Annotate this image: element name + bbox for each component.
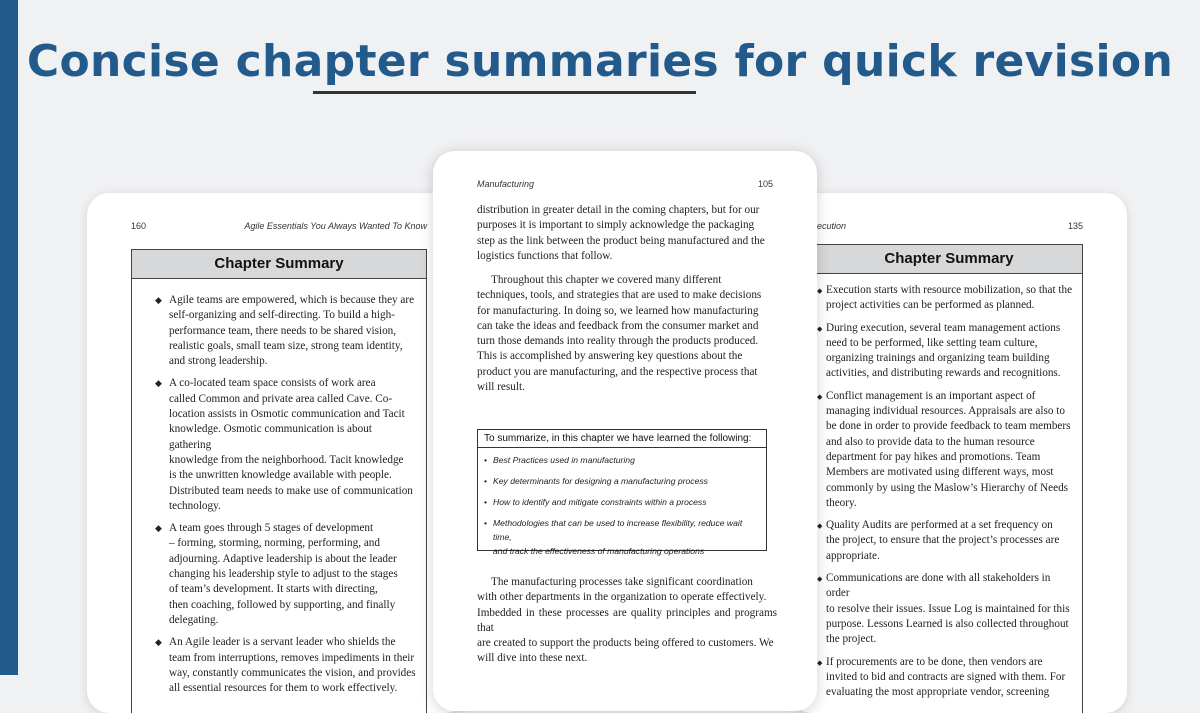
learning-summary-box <box>477 429 767 556</box>
diamond-bullet-icon: ◆ <box>817 575 823 584</box>
diamond-bullet-icon: ◆ <box>817 522 823 531</box>
summary-bullet-list <box>132 279 426 696</box>
summary-bullet: ◆ An Agile leader is a servant leader who shields the team from interruptions, removes impediments in their way, constantly communicates the vision, and provides all essential resources for them to work effectively. <box>155 636 416 695</box>
dot-bullet-icon: • <box>484 497 488 507</box>
chapter-summary-box <box>131 249 427 713</box>
chapter-summary-title: Chapter Summary <box>132 250 426 279</box>
summary-bullet: ◆ A co-located team space consists of work area called Common and private area called Cave. Co- location assists in Osmotic communication and Tacit knowledge. Osmotic communication is about gathering knowledge from the neighborhood. Tacit knowledge is the unwritten knowledge available with people. Distributed team needs to make use of communication technology. <box>155 377 413 512</box>
page-number: 135 <box>1067 221 1083 231</box>
summary-bullet: ◆ A team goes through 5 stages of development – forming, storming, norming, performing, and adjourning. Adaptive leadership is about the leader changing his leadership style to adjust to the stages of team’s development. It starts with directing, then coaching, followed by supporting, and finally delegating. <box>155 522 398 626</box>
learning-item: • Methodologies that can be used to increase flexibility, reduce wait time, and track the effectiveness of manufacturing operations <box>484 518 743 556</box>
learning-summary-heading: To summarize, in this chapter we have learned the following: <box>478 430 766 448</box>
page-number: 105 <box>757 179 773 189</box>
summary-bullet: ◆ Agile teams are empowered, which is because they are self-organizing and self-directing. To build a high- performance team, there needs to be shared vision, realistic goals, small team size, strong team identity, and strong leadership. <box>155 294 415 368</box>
summary-bullet: ◆ If procurements are to be done, then vendors are invited to bid and contracts are signed with them. For evaluating the most appropriate vendor, screening <box>817 655 1066 699</box>
body-paragraph: distribution in greater detail in the coming chapters, but for our purposes it is important to simply acknowledge the packaging step as the link between the product being manufactured and the logistics functions that follow. <box>477 204 765 262</box>
left-book-page <box>87 193 467 713</box>
running-head: Agile Essentials You Always Wanted To Know <box>244 221 427 231</box>
diamond-bullet-icon: ◆ <box>155 379 162 390</box>
diamond-bullet-icon: ◆ <box>155 296 162 306</box>
body-paragraph: Throughout this chapter we covered many different techniques, tools, and strategies that are used to make decisions for manufacturing. In doing so, we learned how manufacturing can take the ideas and feedback from the consumer market and turn those demands into reality through the products produced. This is accomplished by answering key questions about the product you are manufacturing, and the respective process that will result. <box>477 274 762 394</box>
diamond-bullet-icon: ◆ <box>817 324 823 333</box>
center-book-page <box>433 151 817 711</box>
body-paragraph: The manufacturing processes take significant coordination with other departments in the organization to operate effectively. Imbedded in these processes are quality principles and programs that are created to support the products being offered to customers. We will dive into these next. <box>477 576 777 665</box>
summary-bullet-list <box>816 274 1082 700</box>
summary-bullet: ◆ Quality Audits are performed at a set frequency on the project, to ensure that the project’s processes are appropriate. <box>817 519 1060 562</box>
learning-summary-list <box>478 448 766 558</box>
headline-underline <box>313 91 696 94</box>
learning-item: • Key determinants for designing a manufacturing process <box>484 476 708 486</box>
dot-bullet-icon: • <box>484 455 488 465</box>
summary-bullet: ◆ Execution starts with resource mobilization, so that the project activities can be performed as planned. <box>817 284 1073 312</box>
chapter-summary-title: Chapter Summary <box>816 245 1082 274</box>
learning-item: • Best Practices used in manufacturing <box>484 455 635 465</box>
dot-bullet-icon: • <box>484 518 488 528</box>
diamond-bullet-icon: ◆ <box>817 287 823 295</box>
running-head: ecution <box>817 221 847 231</box>
page-number: 160 <box>131 221 147 231</box>
diamond-bullet-icon: ◆ <box>155 524 162 535</box>
diamond-bullet-icon: ◆ <box>817 658 823 667</box>
headline: Concise chapter summaries for quick revision <box>26 36 1174 87</box>
learning-item: • How to identify and mitigate constraints within a process <box>484 497 707 507</box>
left-accent-bar <box>0 0 18 675</box>
right-book-page <box>790 193 1127 713</box>
diamond-bullet-icon: ◆ <box>817 392 823 401</box>
summary-bullet: ◆ Conflict management is an important aspect of managing individual resources. Appraisals are also to be done in order to provide feedback to team members and also to provide data to the human resource department for pay hikes and promotions. Team Members are motivated using different ways, most commonly by using the Maslow’s Hierarchy of Needs theory. <box>817 389 1071 509</box>
running-head: Manufacturing <box>477 179 535 189</box>
summary-bullet: ◆ During execution, several team management actions need to be performed, like setting team culture, organizing trainings and organizing team building activities, and distributing rewards and recognitions. <box>817 321 1061 380</box>
dot-bullet-icon: • <box>484 476 488 486</box>
chapter-summary-box <box>816 244 1083 713</box>
summary-bullet: ◆ Communications are done with all stakeholders in order to resolve their issues. Issue Log is maintained for this purpose. Lessons Learned is also collected throughout the project. <box>817 572 1070 646</box>
diamond-bullet-icon: ◆ <box>155 638 162 649</box>
